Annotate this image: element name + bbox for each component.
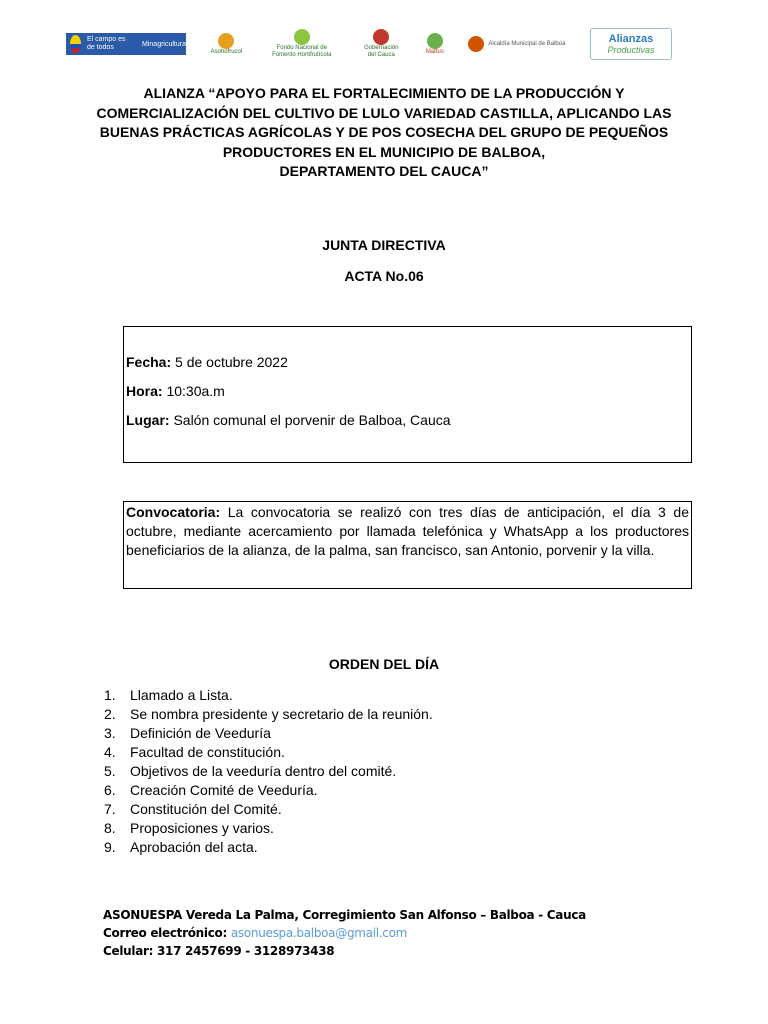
footer-address: ASONUESPA Vereda La Palma, Corregimiento San Alfonso – Balboa - Cauca: [103, 908, 586, 922]
plant-icon: [427, 33, 443, 49]
fondo-logo-text: Fondo Nacional de Fomento Hortifrutícola: [272, 45, 332, 58]
ministry-logo-text: Minagricultura: [142, 40, 186, 48]
footer-phone: Celular: 317 2457699 - 3128973438: [103, 944, 335, 958]
agenda-item-text: Llamado a Lista.: [130, 687, 233, 703]
agenda-item-text: Facultad de constitución.: [130, 744, 285, 760]
agenda-item-number: 9.: [104, 839, 116, 855]
agenda-item: [104, 838, 433, 857]
title-line: DEPARTAMENTO DEL CAUCA”: [279, 163, 489, 179]
agenda-item: [104, 781, 433, 800]
agenda-item: [104, 724, 433, 743]
convocatoria-label: Convocatoria:: [126, 504, 221, 520]
agenda-item: [104, 800, 433, 819]
agenda-item-number: 2.: [104, 706, 116, 722]
agenda-item-text: Aprobación del acta.: [130, 839, 258, 855]
footer-email-link[interactable]: asonuespa.balboa@gmail.com: [230, 926, 408, 940]
asohofrucol-logo-text: Asohofrucol: [210, 48, 243, 55]
agenda-item-text: Constitución del Comité.: [130, 801, 282, 817]
title-line: COMERCIALIZACIÓN DEL CULTIVO DE LULO VARIEDAD CASTILLA, APLICANDO LAS: [96, 104, 672, 121]
fecha-row: [126, 353, 691, 372]
asohofrucol-logo: [211, 33, 243, 56]
mattus-logo: [426, 33, 444, 56]
alianzas-logo-line2: Productivas: [607, 44, 655, 55]
agenda-list: [104, 686, 433, 857]
mattus-logo-text: Mattus: [425, 48, 444, 55]
meeting-info-box: [123, 326, 692, 463]
leaf-icon: [294, 29, 310, 45]
agenda-item-text: Proposiciones y varios.: [130, 820, 274, 836]
agenda-item-text: Definición de Veeduría: [130, 725, 271, 741]
fondo-logo: [267, 29, 337, 59]
footer-email-label: Correo electrónico:: [103, 926, 231, 940]
junta-heading: JUNTA DIRECTIVA: [322, 237, 446, 253]
orden-del-dia-heading: ORDEN DEL DÍA: [328, 656, 440, 672]
document-title: [96, 84, 672, 182]
acta-heading: ACTA No.06: [344, 268, 424, 284]
alcaldia-logo-text: Alcaldía Municipal de Balboa: [488, 40, 566, 47]
alcaldia-logo: [468, 36, 565, 52]
agenda-item-number: 1.: [104, 687, 116, 703]
fruit-icon: [218, 33, 234, 49]
crest-icon: [373, 29, 389, 45]
alianzas-logo-line1: Alianzas: [608, 32, 654, 45]
lugar-row: [126, 411, 691, 430]
lugar-value: Salón comunal el porvenir de Balboa, Cauca: [169, 412, 451, 428]
hora-row: [126, 382, 691, 401]
header-logo-bar: [66, 26, 672, 62]
agenda-item-number: 6.: [104, 782, 116, 798]
agenda-item: [104, 705, 433, 724]
agenda-item: [104, 762, 433, 781]
municipal-shield-icon: [468, 36, 484, 52]
fecha-label: Fecha:: [126, 354, 172, 370]
lugar-label: Lugar:: [126, 412, 170, 428]
agenda-item-number: 3.: [104, 725, 116, 741]
agenda-item: [104, 686, 433, 705]
footer: [103, 906, 586, 960]
title-line: ALIANZA “APOYO PARA EL FORTALECIMIENTO DE LA PRODUCCIÓN Y: [143, 85, 625, 101]
agenda-item-number: 5.: [104, 763, 116, 779]
gobernacion-logo: [361, 29, 401, 59]
hora-value: 10:30a.m: [162, 383, 225, 399]
hora-label: Hora:: [126, 383, 163, 399]
colombia-shield-icon: [70, 35, 81, 53]
gov-minagricultura-logo: [66, 33, 186, 55]
agenda-item-text: Se nombra presidente y secretario de la reunión.: [130, 706, 433, 722]
agenda-item: [104, 743, 433, 762]
convocatoria-text: La convocatoria se realizó con tres días de anticipación, el día 3 de octubre, mediante acercamiento por llamada telefónica y WhatsApp a los productores beneficiarios de la alianza, de la palma, san francisco, san Antonio, porvenir y la villa.: [126, 504, 689, 558]
alianzas-productivas-logo: [590, 28, 672, 60]
gov-logo-text: El campo es de todos: [86, 36, 126, 51]
agenda-item-text: Objetivos de la veeduría dentro del comité.: [130, 763, 397, 779]
fecha-value: 5 de octubre 2022: [171, 354, 288, 370]
agenda-item-number: 8.: [104, 820, 116, 836]
title-line: BUENAS PRÁCTICAS AGRÍCOLAS Y DE POS COSECHA DEL GRUPO DE PEQUEÑOS: [99, 124, 669, 140]
agenda-item: [104, 819, 433, 838]
title-line: PRODUCTORES EN EL MUNICIPIO DE BALBOA,: [222, 143, 546, 160]
agenda-item-number: 4.: [104, 744, 116, 760]
convocatoria-box: [123, 501, 692, 589]
gobernacion-logo-text: Gobernación del Cauca: [364, 45, 399, 58]
agenda-item-number: 7.: [104, 801, 116, 817]
agenda-item-text: Creación Comité de Veeduría.: [130, 782, 318, 798]
footer-email-row: [103, 924, 586, 942]
